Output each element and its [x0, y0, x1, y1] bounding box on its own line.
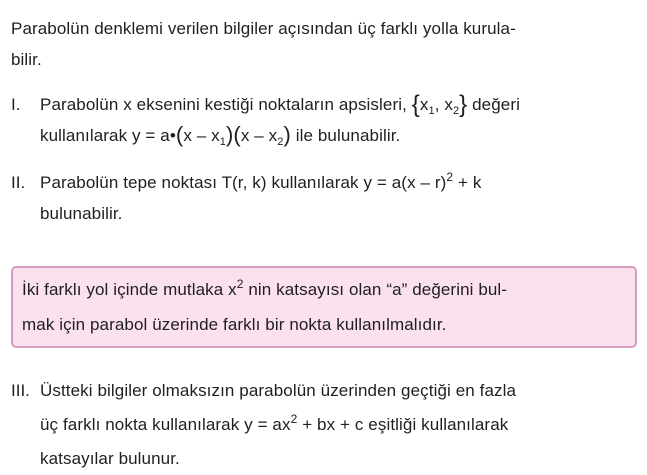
- factor-1: x – x: [183, 126, 220, 145]
- note-text-a: İki farklı yol içinde mutlaka x: [22, 280, 237, 299]
- note-line-2: mak için parabol üzerinde farklı bir nokta kullanılmalıdır.: [22, 315, 447, 334]
- factor-1-sub: 1: [219, 136, 226, 148]
- item-2-number: II.: [11, 173, 26, 192]
- item-3-text-b: + bx + c eşitliği kullanılarak: [297, 415, 509, 434]
- left-paren-2: (: [233, 122, 241, 147]
- note-exponent: 2: [236, 277, 244, 291]
- intro-line-1: Parabolün denklemi verilen bilgiler açısından üç farklı yolla kurula-: [11, 19, 516, 38]
- item-3-line-3: katsayılar bulunur.: [40, 449, 180, 468]
- item-2-line-2: bulunabilir.: [40, 204, 123, 223]
- item-1-text-a: Parabolün x eksenini kestiği noktaların apsisleri,: [40, 95, 407, 114]
- note-line-1: [22, 279, 507, 301]
- item-1-line-1: [40, 91, 520, 118]
- left-brace: {: [411, 91, 420, 118]
- item-3-line-2: [40, 414, 508, 436]
- item-3-line-1: Üstteki bilgiler olmaksızın parabolün üzerinden geçtiği en fazla: [40, 381, 517, 400]
- factor-2: x – x: [240, 126, 278, 145]
- right-paren-1: ): [225, 122, 234, 147]
- item-2-line-1: [40, 172, 481, 194]
- right-paren-2: ): [283, 122, 291, 147]
- item-3-number: III.: [11, 381, 30, 400]
- item-1-formula-start: kullanılarak y = a•: [40, 126, 176, 145]
- item-1-number: I.: [11, 95, 21, 114]
- item-2-text-a: Parabolün tepe noktası T(r, k) kullanılarak y = a(x – r): [40, 173, 447, 192]
- note-text-b: nin katsayısı olan “a” değerini bul-: [243, 280, 508, 299]
- intro-line-2: bilir.: [11, 50, 42, 69]
- item-3-exponent: 2: [290, 412, 298, 426]
- item-1-line-2-end: ile bulunabilir.: [295, 126, 401, 145]
- x-var: x: [419, 95, 429, 114]
- item-2-text-end: + k: [453, 173, 482, 192]
- comma-x: , x: [434, 95, 453, 114]
- factor-2-sub: 2: [277, 136, 284, 148]
- subscript-2: 2: [452, 105, 460, 117]
- item-2-exponent: 2: [446, 170, 454, 184]
- item-1-line-2: [40, 122, 401, 148]
- subscript-1: 1: [428, 105, 435, 117]
- item-3-text-a: üç farklı nokta kullanılarak y = ax: [40, 415, 291, 434]
- right-brace: }: [459, 91, 468, 118]
- left-paren-1: (: [175, 122, 184, 147]
- item-1-text-end: değeri: [472, 95, 520, 114]
